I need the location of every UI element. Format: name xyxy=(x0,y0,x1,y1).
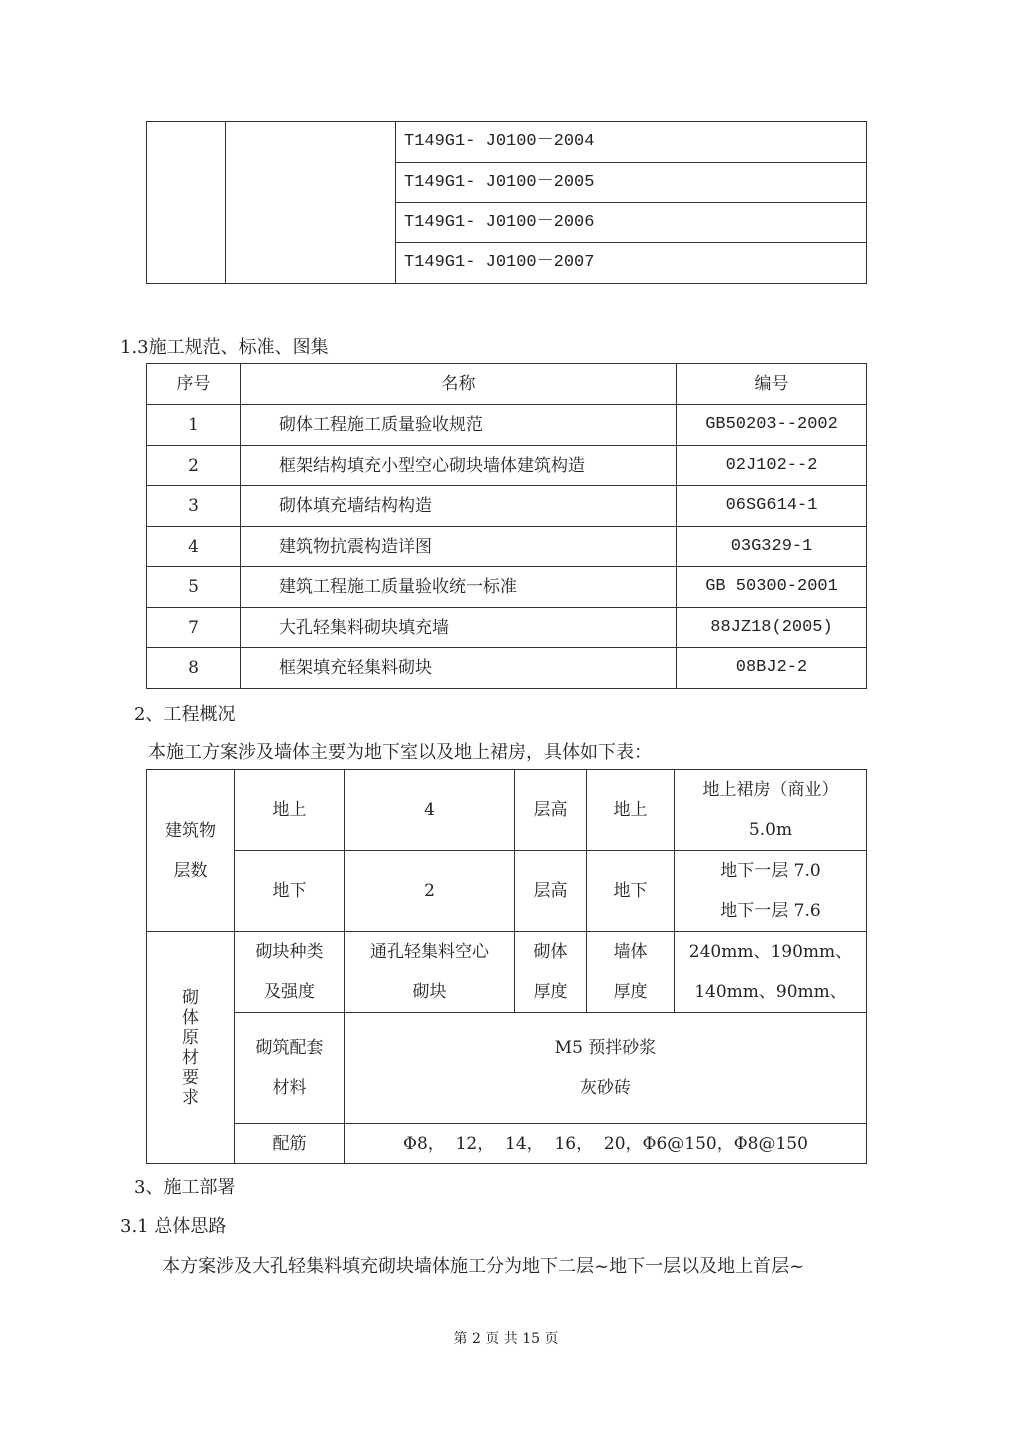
above-ground-height xyxy=(675,770,867,851)
project-overview-table xyxy=(146,769,867,1164)
floor-height-label: 层高 xyxy=(515,851,587,932)
standard-code: T149G1- J0100－2007 xyxy=(396,243,867,284)
row-name: 砌体工程施工质量验收规范 xyxy=(241,405,677,446)
label-line: 厚度 xyxy=(613,982,648,1002)
material-requirements-label xyxy=(147,932,235,1164)
table-row xyxy=(147,486,867,527)
value-line: 240mm、190mm、 xyxy=(688,942,853,962)
above-ground-count: 4 xyxy=(345,770,515,851)
standard-code: T149G1- J0100－2004 xyxy=(396,122,867,163)
page-number: 第 2 页 共 15 页 xyxy=(453,1331,559,1347)
standard-code: T149G1- J0100－2005 xyxy=(396,163,867,203)
row-no: 7 xyxy=(147,608,241,648)
row-code: GB 50300-2001 xyxy=(677,567,867,608)
above-ground-label: 地上 xyxy=(235,770,345,851)
value-line: 地下一层 7.0 xyxy=(720,861,821,881)
block-type-label xyxy=(235,932,345,1013)
standard-code: T149G1- J0100－2006 xyxy=(396,203,867,243)
header-code: 编号 xyxy=(677,364,867,405)
empty-cell xyxy=(147,122,226,284)
label-line: 材料 xyxy=(272,1078,307,1098)
value-line: 通孔轻集料空心 xyxy=(370,942,489,962)
label-line: 墙体 xyxy=(613,942,648,962)
section-heading-1-3: 1.3施工规范、标准、图集 xyxy=(120,337,329,358)
row-no: 3 xyxy=(147,486,241,527)
standards-table xyxy=(146,363,867,689)
row-no: 1 xyxy=(147,405,241,446)
vertical-label: 砌体原材要求 xyxy=(182,987,199,1108)
below-ground-loc: 地下 xyxy=(587,851,675,932)
label-line: 砌体 xyxy=(533,942,568,962)
row-code: 02J102--2 xyxy=(677,446,867,486)
value-line: 5.0m xyxy=(748,820,793,840)
table-row xyxy=(147,405,867,446)
row-no: 2 xyxy=(147,446,241,486)
label-line: 建筑物 xyxy=(165,820,216,841)
label-line: 砌块种类 xyxy=(255,942,324,962)
wall-thickness-label xyxy=(587,932,675,1013)
block-type-value xyxy=(345,932,515,1013)
masonry-thickness-label xyxy=(515,932,587,1013)
below-ground-label: 地下 xyxy=(235,851,345,932)
empty-cell xyxy=(226,122,396,284)
value-line: 140mm、90mm、 xyxy=(694,982,847,1002)
row-code: 03G329-1 xyxy=(677,527,867,567)
row-name: 大孔轻集料砌块填充墙 xyxy=(241,608,677,648)
table-row xyxy=(147,527,867,567)
table-row xyxy=(147,648,867,689)
section-2-intro: 本施工方案涉及墙体主要为地下室以及地上裙房，具体如下表： xyxy=(148,742,652,763)
value-line: 灰砂砖 xyxy=(580,1078,631,1098)
row-name: 建筑工程施工质量验收统一标准 xyxy=(241,567,677,608)
label-line: 砌筑配套 xyxy=(255,1038,324,1058)
building-floors-label xyxy=(147,770,235,932)
label-line: 厚度 xyxy=(533,982,568,1002)
label-line: 及强度 xyxy=(264,982,315,1002)
table-row xyxy=(147,446,867,486)
label-line: 层数 xyxy=(173,860,208,881)
header-no: 序号 xyxy=(147,364,241,405)
row-name: 建筑物抗震构造详图 xyxy=(241,527,677,567)
row-code: GB50203--2002 xyxy=(677,405,867,446)
row-name: 框架结构填充小型空心砌块墙体建筑构造 xyxy=(241,446,677,486)
mortar-label xyxy=(235,1013,345,1124)
row-no: 5 xyxy=(147,567,241,608)
floor-height-label: 层高 xyxy=(515,770,587,851)
row-code: 06SG614-1 xyxy=(677,486,867,527)
value-line: 地上裙房（商业） xyxy=(702,780,839,800)
section-heading-3-1: 3.1 总体思路 xyxy=(120,1216,227,1237)
mortar-value xyxy=(345,1013,867,1124)
wall-thickness-value xyxy=(675,932,867,1013)
rebar-value: Φ8， 12， 14， 16， 20，Φ6@150，Φ8@150 xyxy=(345,1124,867,1164)
table-row xyxy=(147,567,867,608)
continued-code-table xyxy=(146,121,867,284)
row-name: 砌体填充墙结构构造 xyxy=(241,486,677,527)
row-code: 88JZ18(2005) xyxy=(677,608,867,648)
value-line: 地下一层 7.6 xyxy=(720,901,821,921)
below-ground-count: 2 xyxy=(345,851,515,932)
section-heading-2: 2、工程概况 xyxy=(134,704,236,725)
value-line: M5 预拌砂浆 xyxy=(554,1038,657,1058)
table-row xyxy=(147,608,867,648)
row-no: 8 xyxy=(147,648,241,689)
value-line: 砌块 xyxy=(412,982,447,1002)
row-code: 08BJ2-2 xyxy=(677,648,867,689)
below-ground-height xyxy=(675,851,867,932)
header-name: 名称 xyxy=(241,364,677,405)
row-name: 框架填充轻集料砌块 xyxy=(241,648,677,689)
row-no: 4 xyxy=(147,527,241,567)
section-heading-3: 3、施工部署 xyxy=(134,1177,236,1198)
above-ground-loc: 地上 xyxy=(587,770,675,851)
section-3-paragraph: 本方案涉及大孔轻集料填充砌块墙体施工分为地下二层~地下一层以及地上首层~ xyxy=(162,1256,805,1277)
rebar-label: 配筋 xyxy=(235,1124,345,1164)
